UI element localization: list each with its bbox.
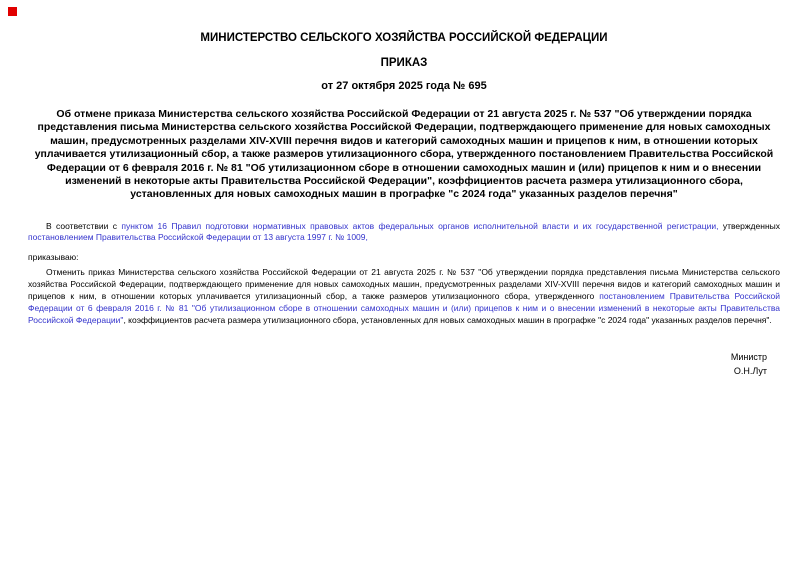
red-square-status-icon	[8, 7, 17, 16]
document-title: Об отмене приказа Министерства сельского хозяйства Российской Федерации от 21 августа 2025 г. № 537 "Об утверждении порядка представления письма Министерства сельского хозяйства Российской Федерации, подтверждающего применение для новых самоходных машин, предусмотренных разделами XIV-XVIII перечня видов и категорий самоходных машин и прицепов к ним, в отношении которых уплачивается утилизационный сбор, а также размеров утилизационного сбора, утвержденного постановлением Правительства Российской Федерации от 6 февраля 2016 г. № 81 "Об утилизационном сборе в отношении самоходных машин и (или) прицепов к ним и о внесении изменений в некоторые акты Правительства Российской Федерации", коэффициентов расчета размера утилизационного сбора, установленных для новых самоходных машин в прографке "с 2024 года" указанных разделов перечня"	[34, 108, 774, 201]
body-text-part2: , коэффициентов расчета размера утилизационного сбора, установленных для новых самоходных машин в прографке "с 2024 года" указанных разделов перечня".	[123, 315, 772, 326]
document-date-number: от 27 октября 2025 года № 695	[321, 80, 487, 92]
preamble-mid-text: утвержденных	[718, 220, 780, 231]
link-rules-point-16[interactable]: пунктом 16 Правил подготовки нормативных правовых актов федеральных органов исполнительной власти и их государственной регистрации,	[121, 220, 719, 231]
signature-block	[28, 351, 780, 378]
body-paragraph	[28, 266, 780, 326]
signer-name: О.Н.Лут	[733, 365, 767, 376]
link-government-resolution-1009[interactable]: постановлением Правительства Российской Федерации от 13 августа 1997 г. № 1009,	[28, 232, 368, 243]
preamble-paragraph	[28, 221, 780, 243]
document-type: ПРИКАЗ	[380, 57, 428, 69]
link-government-resolution-81[interactable]: постановлением Правительства Российской Федерации от 6 февраля 2016 г. № 81 "Об утилизационном сборе в отношении самоходных машин и (или) прицепов к ним и о внесении изменений в некоторые акты Правительства Российской Федерации"	[28, 291, 781, 326]
preamble-intro-text: В соответствии с	[46, 220, 122, 231]
signer-position: Министр	[730, 352, 767, 363]
order-word: приказываю:	[28, 252, 79, 263]
ministry-name: МИНИСТЕРСТВО СЕЛЬСКОГО ХОЗЯЙСТВА РОССИЙСКОЙ ФЕДЕРАЦИИ	[200, 32, 608, 44]
body-text-part1: Отменить приказ Министерства сельского хозяйства Российской Федерации от 21 августа 2025 г. № 537 "Об утверждении порядка представления письма Министерства сельского хозяйства Российской Федерации, подтверждающего применение для новых самоходных машин, предусмотренных разделами XIV-XVIII перечня видов и категорий самоходных машин и прицепов к ним, в отношении которых уплачивается утилизационный сбор, а также размеров утилизационного сбора, утвержденного	[28, 267, 780, 302]
